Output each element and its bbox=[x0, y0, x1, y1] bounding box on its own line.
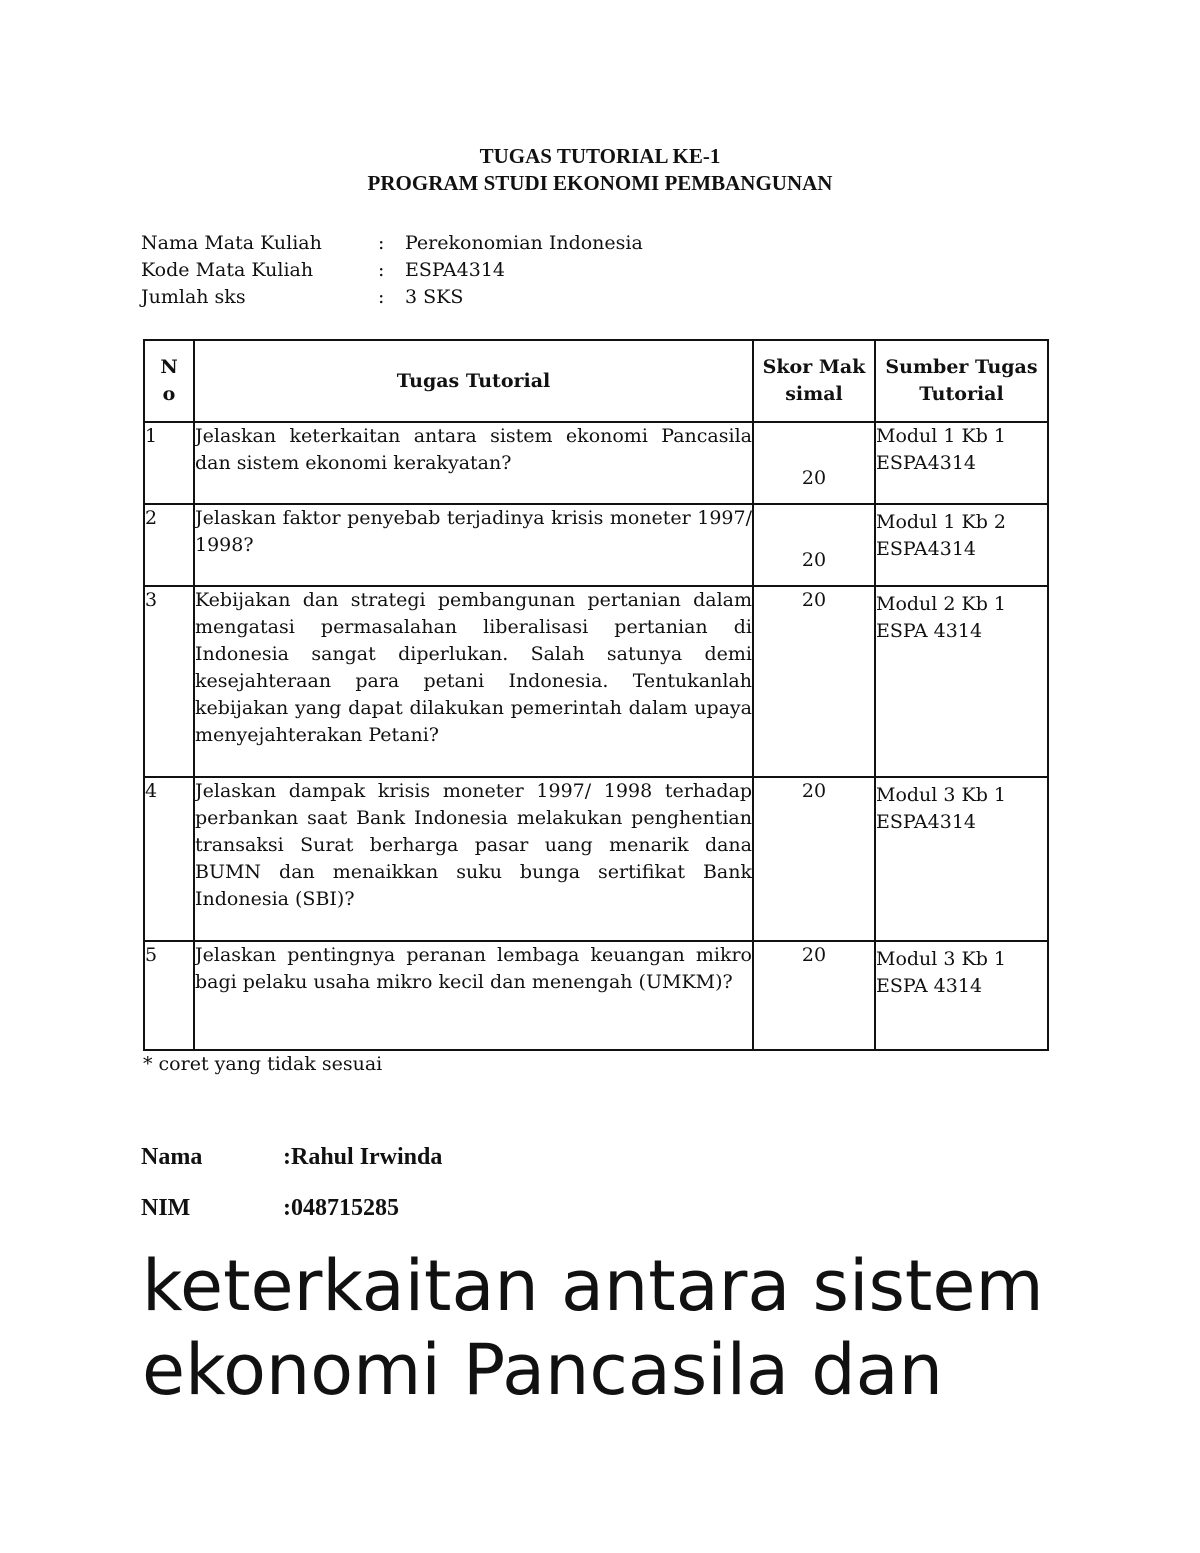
task-text: Jelaskan keterkaitan antara sistem ekonomi Pancasila dan sistem ekonomi kerakyatan? bbox=[194, 422, 753, 504]
course-code-label: Kode Mata Kuliah bbox=[141, 259, 314, 281]
source-course-code: ESPA 4314 bbox=[876, 975, 983, 997]
source-course-code: ESPA 4314 bbox=[876, 620, 983, 642]
course-name-colon: : bbox=[378, 232, 385, 254]
task-source bbox=[875, 504, 1048, 586]
source-module: Modul 1 Kb 1 bbox=[876, 425, 1007, 447]
header-max-score: Skor Maksimal bbox=[753, 340, 875, 422]
course-name-label: Nama Mata Kuliah bbox=[141, 232, 322, 254]
source-module: Modul 1 Kb 2 bbox=[876, 511, 1007, 533]
credits-value: 3 SKS bbox=[405, 286, 464, 308]
table-row bbox=[144, 777, 1048, 941]
document-title: TUGAS TUTORIAL KE-1 bbox=[479, 144, 721, 168]
task-source bbox=[875, 777, 1048, 941]
course-code-colon: : bbox=[378, 259, 385, 281]
row-number: 3 bbox=[144, 586, 194, 777]
task-source bbox=[875, 586, 1048, 777]
row-number: 4 bbox=[144, 777, 194, 941]
course-name-value: Perekonomian Indonesia bbox=[405, 232, 643, 254]
study-program-title: PROGRAM STUDI EKONOMI PEMBANGUNAN bbox=[367, 171, 833, 195]
student-name-value: :Rahul Irwinda bbox=[283, 1144, 443, 1170]
task-text: Kebijakan dan strategi pembangunan pertanian dalam mengatasi permasalahan liberalisasi pertanian di Indonesia sangat diperlukan. Salah satunya demi kesejahteraan para petani Indonesia. Tentukanlah kebijakan yang dapat dilakukan pemerintah dalam upaya menyejahterakan Petani? bbox=[194, 586, 753, 777]
row-number: 5 bbox=[144, 941, 194, 1050]
credits-colon: : bbox=[378, 286, 385, 308]
table-row bbox=[144, 586, 1048, 777]
source-module: Modul 3 Kb 1 bbox=[876, 948, 1007, 970]
tutorial-task-table bbox=[143, 339, 1049, 1051]
source-module: Modul 3 Kb 1 bbox=[876, 784, 1007, 806]
source-course-code: ESPA4314 bbox=[876, 811, 977, 833]
large-preview-line: ekonomi Pancasila dan bbox=[142, 1329, 943, 1411]
header-source: Sumber Tugas Tutorial bbox=[875, 340, 1048, 422]
task-source bbox=[875, 941, 1048, 1050]
student-nim-value: :048715285 bbox=[283, 1195, 399, 1221]
source-course-code: ESPA4314 bbox=[876, 538, 977, 560]
table-row bbox=[144, 504, 1048, 586]
large-preview-line: keterkaitan antara sistem bbox=[142, 1245, 1044, 1327]
max-score: 20 bbox=[753, 422, 875, 504]
student-name-label: Nama bbox=[141, 1144, 203, 1170]
credits-label: Jumlah sks bbox=[141, 286, 246, 308]
task-text: Jelaskan pentingnya peranan lembaga keuangan mikro bagi pelaku usaha mikro kecil dan menengah (UMKM)? bbox=[194, 941, 753, 1050]
table-header-row bbox=[144, 340, 1048, 422]
strike-note: * coret yang tidak sesuai bbox=[143, 1053, 383, 1075]
row-number: 2 bbox=[144, 504, 194, 586]
large-preview-text bbox=[142, 1244, 1162, 1412]
table-row bbox=[144, 941, 1048, 1050]
row-number: 1 bbox=[144, 422, 194, 504]
table-row bbox=[144, 422, 1048, 504]
task-source bbox=[875, 422, 1048, 504]
task-text: Jelaskan faktor penyebab terjadinya krisis moneter 1997/ 1998? bbox=[194, 504, 753, 586]
max-score: 20 bbox=[753, 941, 875, 1050]
max-score: 20 bbox=[753, 504, 875, 586]
source-module: Modul 2 Kb 1 bbox=[876, 593, 1007, 615]
task-text: Jelaskan dampak krisis moneter 1997/ 1998 terhadap perbankan saat Bank Indonesia melakukan penghentian transaksi Surat berharga pasar uang menarik dana BUMN dan menaikkan suku bunga sertifikat Bank Indonesia (SBI)? bbox=[194, 777, 753, 941]
course-code-value: ESPA4314 bbox=[405, 259, 506, 281]
student-nim-label: NIM bbox=[141, 1195, 191, 1221]
max-score: 20 bbox=[753, 586, 875, 777]
source-course-code: ESPA4314 bbox=[876, 452, 977, 474]
max-score: 20 bbox=[753, 777, 875, 941]
header-no: No bbox=[144, 340, 194, 422]
header-task: Tugas Tutorial bbox=[194, 340, 753, 422]
